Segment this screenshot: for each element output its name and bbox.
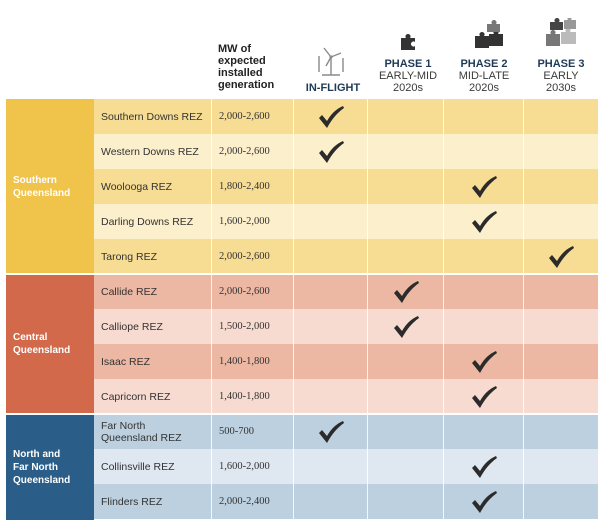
phase-cell xyxy=(294,414,368,449)
phase-cell xyxy=(524,204,598,239)
rez-name-line: Tarong REZ xyxy=(101,250,158,263)
mw-header-line: installed xyxy=(218,67,263,79)
phase-cell xyxy=(368,204,444,239)
checkmark-icon xyxy=(469,174,499,200)
phase-cell xyxy=(524,414,598,449)
phase-cell xyxy=(524,309,598,344)
table-row xyxy=(94,169,598,204)
phase-cell xyxy=(444,134,524,169)
mw-value: 2,000-2,600 xyxy=(212,99,294,134)
phase1-header-title: PHASE 1 xyxy=(384,58,432,70)
rez-name xyxy=(94,484,212,519)
mw-header-line: expected xyxy=(218,55,266,67)
phase-cell xyxy=(294,239,368,274)
rez-name xyxy=(94,239,212,274)
rez-name xyxy=(94,204,212,239)
phase-cell xyxy=(444,344,524,379)
region-label: Southern xyxy=(13,174,57,186)
rez-name-line: Isaac REZ xyxy=(101,355,151,368)
region-label: Queensland xyxy=(13,345,71,356)
region-label: Queensland xyxy=(13,474,71,486)
rez-name-line: Darling Downs REZ xyxy=(101,215,194,228)
wind-turbine-icon xyxy=(314,44,348,78)
phase-cell xyxy=(444,239,524,274)
phase-cell xyxy=(368,379,444,414)
phase-cell xyxy=(294,99,368,134)
phase-cell xyxy=(524,449,598,484)
phase3-header-title: PHASE 3 xyxy=(537,58,585,70)
phase2-header-sub: 2020s xyxy=(469,82,499,94)
inflight-header xyxy=(296,82,370,94)
phase-cell xyxy=(368,134,444,169)
phase-cell xyxy=(524,134,598,169)
checkmark-icon xyxy=(391,279,421,305)
phase-cell xyxy=(294,134,368,169)
phase-cell xyxy=(368,99,444,134)
mw-value: 1,600-2,000 xyxy=(212,449,294,484)
phase-cell xyxy=(294,449,368,484)
phase-cell xyxy=(524,169,598,204)
phase-cell xyxy=(368,344,444,379)
puzzle-cluster-icon xyxy=(544,18,580,52)
phase2-header-title: PHASE 2 xyxy=(460,58,508,70)
region-label: Central xyxy=(13,332,48,343)
phase-cell xyxy=(294,204,368,239)
checkmark-icon xyxy=(469,209,499,235)
mw-value: 2,000-2,600 xyxy=(212,274,294,309)
checkmark-icon xyxy=(546,244,576,270)
phase3-header-sub: 2030s xyxy=(546,82,576,94)
rez-name xyxy=(94,344,212,379)
table-row xyxy=(94,344,598,379)
phase-cell xyxy=(368,274,444,309)
mw-header-line: MW of xyxy=(218,43,251,55)
mw-value: 1,600-2,000 xyxy=(212,204,294,239)
phase3-header xyxy=(524,58,598,94)
phase-cell xyxy=(524,379,598,414)
mw-value: 1,400-1,800 xyxy=(212,379,294,414)
phase-cell xyxy=(294,274,368,309)
rez-name-line: Woolooga REZ xyxy=(101,180,173,193)
phase-cell xyxy=(444,274,524,309)
checkmark-icon xyxy=(469,454,499,480)
table-row xyxy=(94,239,598,274)
mw-value: 1,400-1,800 xyxy=(212,344,294,379)
table-row xyxy=(94,484,598,519)
phase-cell xyxy=(444,414,524,449)
phase-cell xyxy=(368,239,444,274)
mw-value: 2,000-2,400 xyxy=(212,484,294,519)
checkmark-icon xyxy=(469,384,499,410)
region-southern-queensland xyxy=(6,99,94,274)
region-label: Queensland xyxy=(13,187,71,199)
puzzle-piece-icon xyxy=(397,30,419,52)
phase-cell xyxy=(294,309,368,344)
table-row xyxy=(94,274,598,309)
mw-value: 500-700 xyxy=(212,414,294,449)
phase-cell xyxy=(294,379,368,414)
rez-name xyxy=(94,414,212,449)
mw-value: 2,000-2,600 xyxy=(212,239,294,274)
table-row xyxy=(94,99,598,134)
rez-name-line: Flinders REZ xyxy=(101,495,163,508)
table-row xyxy=(94,414,598,449)
table-row xyxy=(94,204,598,239)
rez-name-line: Callide REZ xyxy=(101,285,158,298)
phase-cell xyxy=(368,449,444,484)
phase1-header-sub: EARLY-MID xyxy=(378,70,438,82)
rez-name-line: Southern Downs REZ xyxy=(101,110,203,123)
rez-name xyxy=(94,379,212,414)
region-divider xyxy=(6,413,598,415)
region-central-queensland xyxy=(6,274,94,414)
puzzle-pieces-icon xyxy=(473,20,505,54)
checkmark-icon xyxy=(316,104,346,130)
rez-name xyxy=(94,99,212,134)
region-label: North and xyxy=(13,448,61,460)
phase-cell xyxy=(524,99,598,134)
phase3-header-sub: EARLY xyxy=(543,70,579,82)
rez-name xyxy=(94,134,212,169)
rez-name-line: Western Downs REZ xyxy=(101,145,199,158)
table-row xyxy=(94,134,598,169)
mw-value: 2,000-2,600 xyxy=(212,134,294,169)
phase1-header xyxy=(368,58,448,94)
checkmark-icon xyxy=(469,349,499,375)
phase-cell xyxy=(444,309,524,344)
checkmark-icon xyxy=(316,419,346,445)
phase-cell xyxy=(368,309,444,344)
phase-cell xyxy=(294,169,368,204)
phase2-header xyxy=(444,58,524,94)
rez-name xyxy=(94,169,212,204)
mw-value: 1,500-2,000 xyxy=(212,309,294,344)
phase-cell xyxy=(444,379,524,414)
rez-name-line: Collinsville REZ xyxy=(101,460,175,473)
phase-cell xyxy=(524,239,598,274)
phase-cell xyxy=(368,169,444,204)
region-label: Far North xyxy=(13,461,58,473)
rez-name xyxy=(94,274,212,309)
rez-name-line: Capricorn REZ xyxy=(101,390,171,403)
rez-name-line: Queensland REZ xyxy=(101,431,182,444)
table-row xyxy=(94,379,598,414)
phase-cell xyxy=(524,344,598,379)
phase-cell xyxy=(444,169,524,204)
phase-cell xyxy=(294,484,368,519)
phase-cell xyxy=(444,484,524,519)
inflight-header-title: IN-FLIGHT xyxy=(305,82,361,94)
phase-cell xyxy=(444,99,524,134)
phase-cell xyxy=(444,204,524,239)
phase2-header-sub: MID-LATE xyxy=(458,70,510,82)
mw-column-header xyxy=(218,43,298,91)
rez-name-line: Calliope REZ xyxy=(101,320,163,333)
region-north-queensland xyxy=(6,414,94,520)
phase-cell xyxy=(444,449,524,484)
table-row xyxy=(94,309,598,344)
phase-cell xyxy=(524,274,598,309)
checkmark-icon xyxy=(316,139,346,165)
phase-cell xyxy=(294,344,368,379)
rez-name-line: Far North xyxy=(101,419,146,432)
rez-name xyxy=(94,309,212,344)
phase-cell xyxy=(368,484,444,519)
region-divider xyxy=(6,273,598,275)
rez-name xyxy=(94,449,212,484)
table-row xyxy=(94,449,598,484)
mw-value: 1,800-2,400 xyxy=(212,169,294,204)
checkmark-icon xyxy=(469,489,499,515)
checkmark-icon xyxy=(391,314,421,340)
phase1-header-sub: 2020s xyxy=(393,82,423,94)
mw-header-line: generation xyxy=(218,79,275,91)
phase-cell xyxy=(368,414,444,449)
phase-cell xyxy=(524,484,598,519)
